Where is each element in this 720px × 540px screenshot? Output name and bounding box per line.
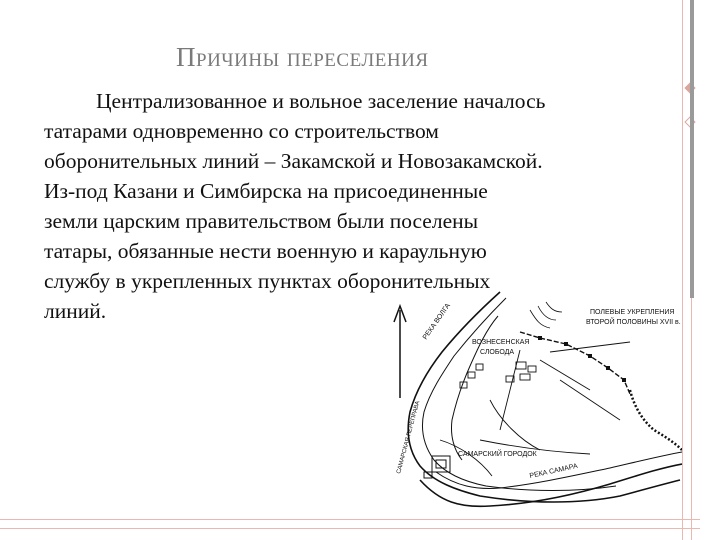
label-voznesenskaya-2: СЛОБОДА: [480, 349, 515, 356]
label-river-samara: РЕКА САМАРА: [528, 462, 579, 480]
label-fortifications-1: ПОЛЕВЫЕ УКРЕПЛЕНИЯ: [590, 309, 675, 316]
map-drawing: [380, 290, 682, 516]
label-samarsky-gorodok: САМАРСКИЙ ГОРОДОК: [458, 451, 537, 458]
label-voznesenskaya-1: ВОЗНЕСЕНСКАЯ: [472, 339, 530, 346]
paragraph-line: оборонительных линий – Закамской и Новозакамской.: [44, 149, 543, 173]
paragraph-line: земли царским правительством были поселены: [44, 209, 479, 233]
samara-map: [380, 290, 682, 516]
paragraph-line: Из-под Казани и Симбирска на присоединенные: [44, 179, 488, 203]
paragraph-line: службу в укрепленных пунктах оборонительных: [44, 269, 491, 293]
paragraph-line: татары, обязанные нести военную и караульную: [44, 239, 487, 263]
slide-title: Причины переселения: [176, 42, 429, 72]
slide-border-bottom: [0, 519, 700, 529]
north-arrow-icon: [394, 306, 406, 398]
label-fortifications-2: ВТОРОЙ ПОЛОВИНЫ XVII в.: [586, 319, 681, 326]
label-river-volga: РЕКА ВОЛГА: [421, 302, 452, 342]
label-samarskaya-pereprava: САМАРСКАЯ ПЕРЕПРАВА: [396, 400, 422, 475]
paragraph-line: Централизованное и вольное заселение началось: [96, 89, 546, 113]
fortification-line: [520, 332, 630, 394]
paragraph-line: линий.: [44, 299, 107, 323]
paragraph-line: татарами одновременно со строительством: [44, 119, 439, 143]
